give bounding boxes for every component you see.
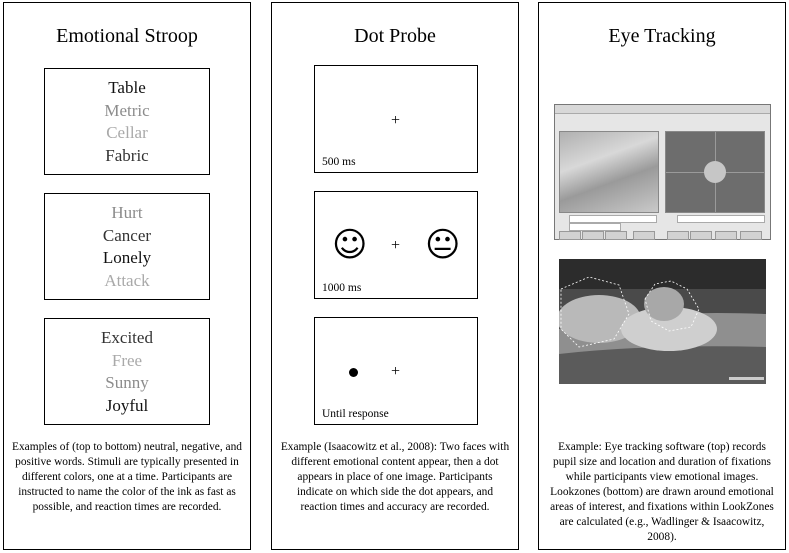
panel-caption: Example: Eye tracking software (top) records pupil size and location and duration of fixations while participants view emotional images. Lookzones (bottom) are drawn around emotional areas of interest, and fixations within LookZones are calculated (e.g., Wadlinger & Isaacowitz, 2008).	[550, 441, 774, 543]
software-button	[605, 231, 627, 240]
eye-video-image	[665, 131, 765, 213]
lookzones-svg	[559, 259, 766, 384]
eye-tracking-panel	[538, 2, 786, 550]
neutral-word-box	[44, 68, 210, 175]
panel-title: Dot Probe	[354, 25, 436, 47]
software-button	[582, 231, 604, 240]
negative-word-box	[44, 193, 210, 300]
fixation-cross: +	[391, 237, 401, 254]
stroop-word: Joyful	[105, 395, 149, 415]
pupil-marker	[704, 161, 726, 183]
stroop-word: Cancer	[102, 225, 152, 245]
stroop-word: Lonely	[102, 248, 152, 267]
panel-title: Emotional Stroop	[56, 25, 198, 47]
emotional-stroop-panel	[3, 2, 251, 550]
duration-label: Until response	[322, 408, 389, 420]
panel-title: Eye Tracking	[608, 25, 716, 47]
software-button	[715, 231, 737, 240]
probe-frame	[314, 317, 478, 425]
neutral-face-icon: 😐	[425, 225, 461, 265]
stroop-word: Sunny	[105, 373, 149, 392]
lookzones-image	[559, 259, 766, 384]
software-button	[740, 231, 762, 240]
file-field	[569, 215, 657, 223]
fixation-cross: +	[391, 363, 401, 380]
stroop-word: Free	[111, 350, 143, 370]
software-button	[667, 231, 689, 240]
stroop-word: Metric	[104, 100, 150, 120]
stroop-word: Hurt	[111, 203, 143, 222]
fixation-cross: +	[391, 112, 401, 129]
dot-probe-panel	[271, 2, 519, 550]
software-titlebar	[555, 105, 770, 114]
duration-label: 1000 ms	[322, 282, 362, 294]
probe-dot	[349, 368, 358, 377]
software-button	[690, 231, 712, 240]
codec-field	[569, 223, 621, 231]
stroop-word: Table	[108, 78, 146, 97]
happy-face-icon: ☺	[332, 225, 368, 265]
stroop-word: Fabric	[105, 145, 149, 165]
stroop-word: Attack	[104, 270, 150, 290]
fixation-frame	[314, 65, 478, 173]
stroop-word: Cellar	[106, 123, 148, 142]
faces-frame	[314, 191, 478, 299]
duration-label: 500 ms	[322, 156, 356, 168]
file-field	[677, 215, 765, 223]
panel-caption: Examples of (top to bottom) neutral, negative, and positive words. Stimuli are typically presented in different colors, one at a time. Participants are instructed to name the color of the ink as fast as possible, and reaction times are recorded.	[12, 441, 242, 513]
eye-tracking-software-screenshot	[554, 104, 771, 240]
positive-word-box	[44, 318, 210, 425]
software-button	[559, 231, 581, 240]
software-button	[633, 231, 655, 240]
scene-video-image	[559, 131, 659, 213]
panel-caption: Example (Isaacowitz et al., 2008): Two faces with different emotional content appear, then a dot appears in place of one image. Participants indicate on which side the dot appears, and reaction times and accuracy are recorded.	[280, 441, 510, 513]
stroop-word: Excited	[101, 328, 153, 347]
